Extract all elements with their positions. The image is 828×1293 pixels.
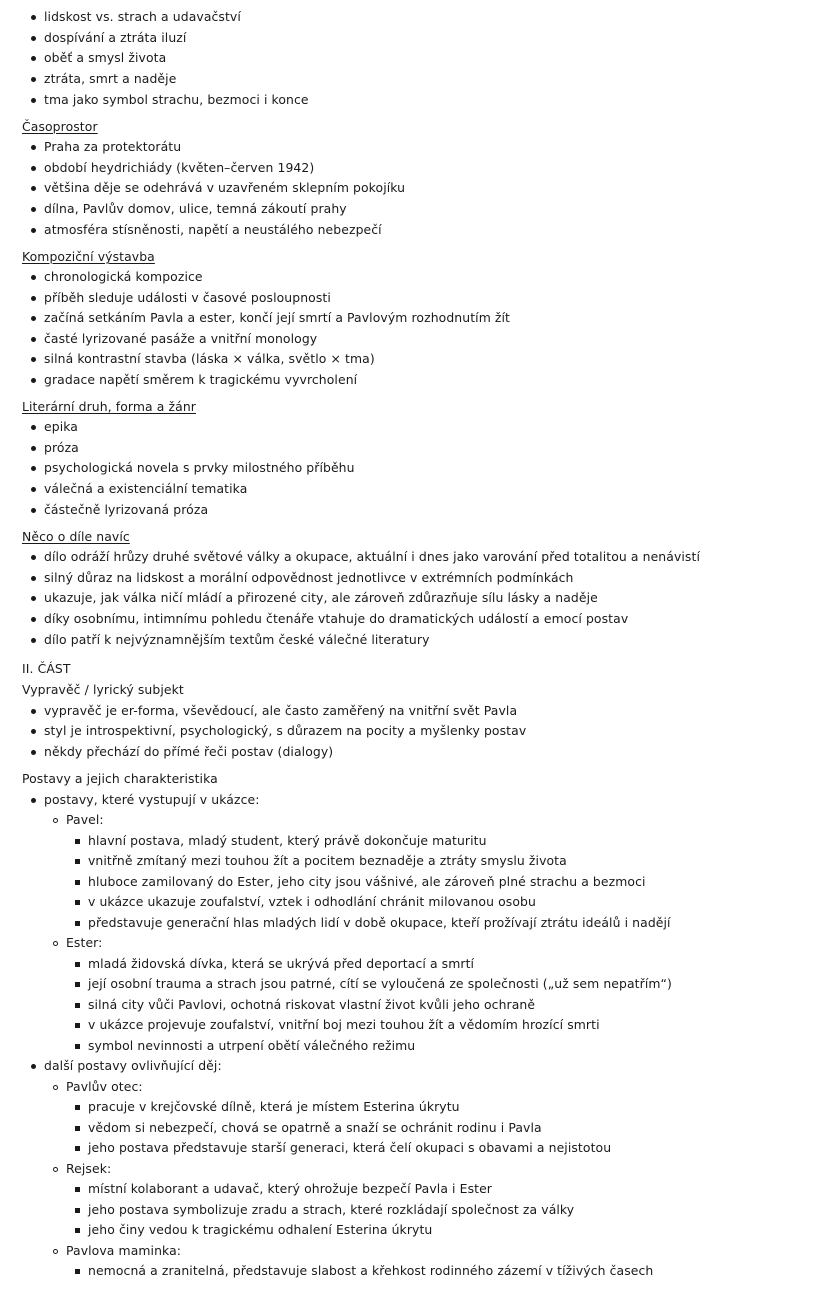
section-heading-casoprostor: Časoprostor xyxy=(22,119,98,134)
bullet-square-icon xyxy=(72,1200,82,1220)
bullet-disc-icon xyxy=(28,742,38,762)
bullet-disc-icon xyxy=(28,69,38,89)
bullet-square-icon xyxy=(72,851,82,871)
part-heading: II. ČÁST xyxy=(22,661,71,676)
bullet-disc-icon xyxy=(28,199,38,219)
bullet-square-icon xyxy=(72,1138,82,1158)
bullet-disc-icon xyxy=(28,158,38,178)
bullet-square-icon xyxy=(72,1179,82,1199)
bullet-disc-icon xyxy=(28,28,38,48)
bullet-square-icon xyxy=(72,1015,82,1035)
bullet-circle-icon xyxy=(50,1077,60,1097)
bullet-square-icon xyxy=(72,892,82,912)
bullet-disc-icon xyxy=(28,178,38,198)
bullet-disc-icon xyxy=(28,349,38,369)
bullet-circle-icon xyxy=(50,1159,60,1179)
bullet-square-icon xyxy=(72,913,82,933)
bullet-disc-icon xyxy=(28,479,38,499)
bullet-circle-icon xyxy=(50,933,60,953)
bullet-disc-icon xyxy=(28,90,38,110)
bullet-circle-icon xyxy=(50,810,60,830)
bullet-square-icon xyxy=(72,1036,82,1056)
bullet-square-icon xyxy=(72,1118,82,1138)
section-heading-kompozice: Kompoziční výstavba xyxy=(22,249,155,264)
bullet-circle-icon xyxy=(50,1241,60,1261)
bullet-square-icon xyxy=(72,872,82,892)
bullet-square-icon xyxy=(72,954,82,974)
bullet-square-icon xyxy=(72,831,82,851)
bullet-disc-icon xyxy=(28,48,38,68)
section-heading-druh: Literární druh, forma a žánr xyxy=(22,399,196,414)
bullet-disc-icon xyxy=(28,370,38,390)
bullet-disc-icon xyxy=(28,458,38,478)
bullet-disc-icon xyxy=(28,547,38,567)
bullet-disc-icon xyxy=(28,790,38,810)
bullet-square-icon xyxy=(72,1220,82,1240)
bullet-disc-icon xyxy=(28,137,38,157)
bullet-disc-icon xyxy=(28,630,38,650)
section-heading-vypravec: Vypravěč / lyrický subjekt xyxy=(22,682,184,697)
section-heading-navic: Něco o díle navíc xyxy=(22,529,130,544)
document: lidskost vs. strach a udavačství dospívání a ztráta iluzí oběť a smysl života ztráta, smrt a naděje tma jako symbol strachu, bezmoci i konce Časoprostor Praha za protektorátu období heydrichiády (květen–červen 1942) většina děje se odehrává v uzavřeném sklepním pokojíku dílna, Pavlův domov, ulice, temná zákoutí prahy atmosféra stísněnosti, napětí a neustálého nebezpečí Kompoziční výstavba chronologická kompozice příběh sleduje události v časové posloupnosti začíná setkáním Pavla a ester, končí její smrtí a Pavlovým rozhodnutím žít časté lyrizované pasáže a vnitřní monology silná kontrastní stavba (láska × válka, světlo × tma) gradace napětí směrem k tragickému vyvrcholení Literární druh, forma a žánr epika próza psychologická novela s prvky milostného příběhu válečná a existenciální tematika částečně lyrizovaná próza Něco o díle navíc dílo odráží hrůzy druhé světové války a okupace, aktuální i dnes jako varování před totalitou a nenávistí silný důraz na lidskost a morální odpovědnost jednotlivce v extrémních podmínkách ukazuje, jak válka ničí mládí a přirozené city, ale zároveň zdůrazňuje sílu lásky a naděje díky osobnímu, intimnímu pohledu čtenáře vtahuje do dramatických událostí a emocí postav dílo patří k nejvýznamnějším textům české válečné literatury II. ČÁST Vypravěč / lyrický subjekt vypravěč je er-forma, vševědoucí, ale často zaměřený na vnitřní svět Pavla styl je introspektivní, psychologický, s důrazem na pocity a myšlenky postav někdy přechází do přímé řeči postav (dialogy) Postavy a jejich charakteristika postavy, které vystupují v ukázce: Pavel: hlavní postava, mladý student, který právě dokončuje maturitu vnitřně zmítaný mezi touhou žít a pocitem beznaděje a ztráty smyslu života hluboce zamilovaný do Ester, jeho city jsou vášnivé, ale zároveň plné strachu a bezmoci v ukázce ukazuje zoufalství, vztek i odhodlání chránit milovanou osobu představuje generační hlas mladých lidí v době okupace, kteří prožívají ztrátu ideálů i nadějí Ester: mladá židovská dívka, která se ukrývá před deportací a smrtí její osobní trauma a strach jsou patrné, cítí se vyloučená ze společnosti („už sem nepatřím“) silná city vůči Pavlovi, ochotná riskovat vlastní život kvůli jeho ochraně v ukázce projevuje zoufalství, vnitřní boj mezi touhou žít a vědomím hrozící smrti symbol nevinnosti a utrpení obětí válečného režimu další postavy ovlivňující děj: Pavlův otec: pracuje v krejčovské dílně, která je místem Esterina úkrytu vědom si nebezpečí, chová se opatrně a snaží se ochránit rodinu i Pavla jeho postava představuje starší generaci, která čelí okupaci s obavami a nejistotou Rejsek: místní kolaborant a udavač, který ohrožuje bezpečí Pavla i Ester jeho postava symbolizuje zradu a strach, které rozkládají společnost za války jeho činy vedou k tragickému odhalení Esterina úkrytu Pavlova maminka: nemocná a zranitelná, představuje slabost a křehkost rodinného zázemí v tíživých časech xyxy=(0,0,828,1293)
bullet-disc-icon xyxy=(28,288,38,308)
bullet-disc-icon xyxy=(28,568,38,588)
bullet-disc-icon xyxy=(28,417,38,437)
bullet-disc-icon xyxy=(28,1056,38,1076)
bullet-disc-icon xyxy=(28,438,38,458)
bullet-disc-icon xyxy=(28,500,38,520)
bullet-disc-icon xyxy=(28,329,38,349)
bullet-disc-icon xyxy=(28,7,38,27)
bullet-disc-icon xyxy=(28,701,38,721)
bullet-disc-icon xyxy=(28,588,38,608)
bullet-disc-icon xyxy=(28,267,38,287)
section-heading-postavy: Postavy a jejich charakteristika xyxy=(22,771,218,786)
bullet-square-icon xyxy=(72,974,82,994)
bullet-disc-icon xyxy=(28,609,38,629)
bullet-disc-icon xyxy=(28,721,38,741)
bullet-disc-icon xyxy=(28,220,38,240)
bullet-square-icon xyxy=(72,995,82,1015)
bullet-square-icon xyxy=(72,1261,82,1281)
bullet-disc-icon xyxy=(28,308,38,328)
bullet-square-icon xyxy=(72,1097,82,1117)
